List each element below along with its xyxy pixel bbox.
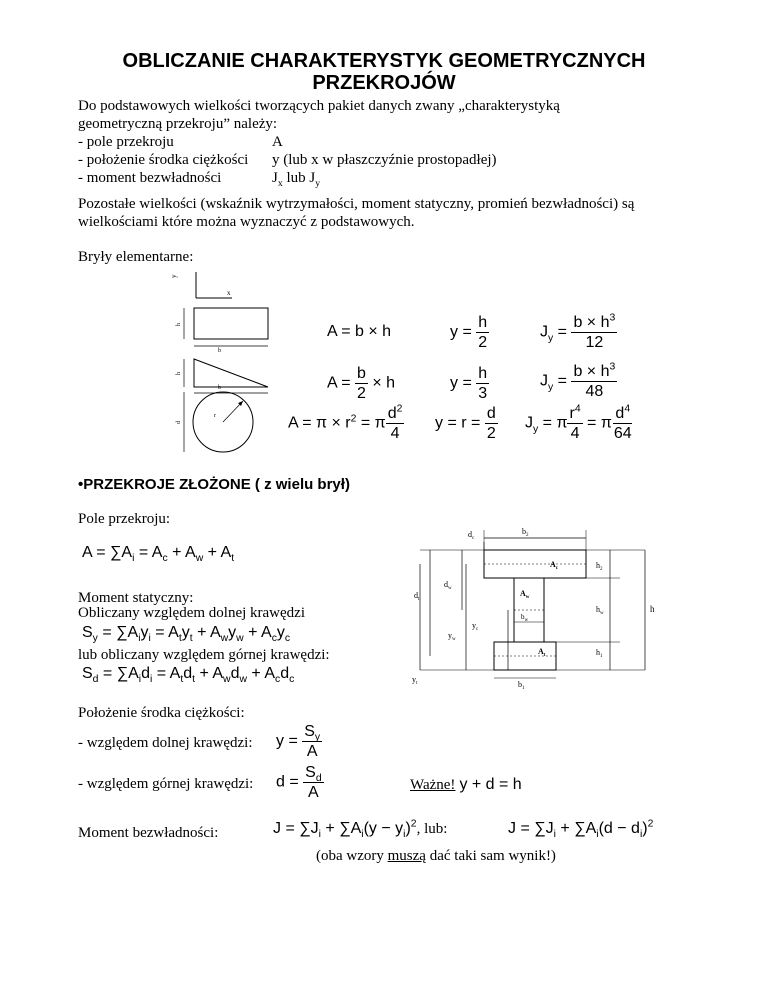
tri-b-label: b [218, 385, 221, 391]
circle-r-label: r [214, 413, 216, 419]
centroid-upper-formula: d = $\frac{S_d}{A}$ [276, 764, 322, 801]
top-flange [484, 550, 586, 578]
important-note: Ważne! y + d = h [410, 776, 522, 793]
inertia-note: (oba wzory muszą dać taki sam wynik!) [316, 848, 556, 864]
bw-label: $b_w$ [521, 613, 529, 623]
hw-label: $h_w$ [596, 605, 604, 616]
tri-h-label: h [176, 372, 182, 375]
y-axis-label: y [170, 274, 178, 278]
h1-label: $h_1$ [596, 648, 603, 659]
circle-inertia-formula: $J_y = \pi$ $\frac{r^4}{4}$ = π $\frac{d^4}{64}$ [525, 403, 632, 442]
b2-label: $b_2$ [522, 527, 529, 538]
Aw-label: $A_w$ [520, 589, 530, 600]
rectangle-shape [194, 308, 268, 339]
static-upper-formula: $S_d = \sum A_id_i = A_td_t + A_wd_w + A_cd_c$ [82, 665, 295, 686]
Ac-label: $A_c$ [550, 560, 559, 571]
title-line-1: OBLICZANIE CHARAKTERYSTYK GEOMETRYCZNYCH [122, 50, 646, 72]
circle-d-label: d [176, 421, 182, 424]
triangle-shape [194, 359, 268, 387]
inertia-formula-lower: $J = \sum J_i + \sum A_i(y - y_i)^2$, lub: [273, 818, 448, 841]
dc-label: $d_c$ [468, 530, 475, 541]
circle-centroid-formula: y = r = $\frac{d}{2}$ [435, 405, 496, 442]
rect-inertia-formula: $J_y$ = $\frac{b \times h^3}{12}$ [540, 312, 616, 351]
static-heading: Moment statyczny: [78, 590, 194, 606]
yw-label: $y_w$ [448, 631, 456, 642]
circle-area-formula: $A = \pi \times r^2 = \pi$ $\frac{d^2}{4}$ [288, 403, 403, 442]
dt-label: $d_t$ [414, 591, 420, 602]
yt-label: $y_t$ [412, 675, 418, 686]
area-formula: $A = \sum A_i = A_c + A_w + A_t$ [82, 544, 235, 565]
rect-centroid-formula: y = $\frac{h}{2}$ [450, 314, 488, 351]
centroid-lower-formula: y = $\frac{S_y}{A}$ [276, 723, 321, 760]
composite-section-diagram [400, 520, 690, 690]
h-label: h [650, 604, 655, 614]
rect-b-label: b [218, 348, 221, 354]
b1-label: $b_1$ [518, 680, 525, 691]
tri-centroid-formula: y = $\frac{h}{3}$ [450, 365, 488, 402]
inertia-heading: Moment bezwładności: [78, 825, 219, 841]
static-lower-formula: $S_y = \sum A_iy_i = A_ty_t + A_wy_w + A_cy_c$ [82, 624, 291, 645]
static-lower-text: Obliczany względem dolnej krawędzi [78, 605, 305, 621]
inertia-formula-upper: $J = \sum J_i + \sum A_i(d - d_i)^2$ [508, 818, 654, 841]
h2-label: $h_2$ [596, 561, 603, 572]
intro-item-inertia: - moment bezwładności $J_x$ lub $J_y$ [78, 170, 321, 189]
intro-paragraph [78, 97, 560, 187]
intro-line-2: geometryczną przekroju” należy: [78, 116, 278, 132]
elementary-shapes [160, 262, 270, 442]
composite-heading: •PRZEKROJE ZŁOŻONE ( z wielu brył) [78, 476, 350, 493]
yc-label: $y_c$ [472, 621, 479, 632]
rect-h-label: h [176, 323, 182, 326]
static-upper-text: lub obliczany względem górnej krawędzi: [78, 647, 330, 663]
centroid-heading: Położenie środka ciężkości: [78, 705, 245, 721]
At-label: $A_t$ [538, 647, 546, 658]
solids-heading: Bryły elementarne: [78, 249, 194, 265]
intro-item-centroid: - położenie środka ciężkości y (lub x w płaszczyźnie prostopadłej) [78, 152, 497, 168]
tri-area-formula: A = $\frac{b}{2}$ × h [327, 365, 396, 402]
other-quantities-paragraph: Pozostałe wielkości (wskaźnik wytrzymałości, moment statyczny, promień bezwładności) są wielkościami które można wyznaczyć z podstawowych. [78, 196, 635, 230]
intro-line-1: Do podstawowych wielkości tworzących pakiet danych zwany „charakterystyką [78, 98, 560, 114]
x-axis-label: x [227, 289, 231, 297]
page-title [0, 50, 768, 94]
title-line-2: PRZEKROJÓW [312, 72, 456, 94]
area-heading: Pole przekroju: [78, 511, 171, 527]
rect-area-formula: A = b × h [327, 323, 392, 340]
dw-label: $d_w$ [444, 580, 452, 591]
intro-item-area: - pole przekroju A [78, 134, 283, 150]
tri-inertia-formula: $J_y$ = $\frac{b \times h^3}{48}$ [540, 361, 616, 400]
